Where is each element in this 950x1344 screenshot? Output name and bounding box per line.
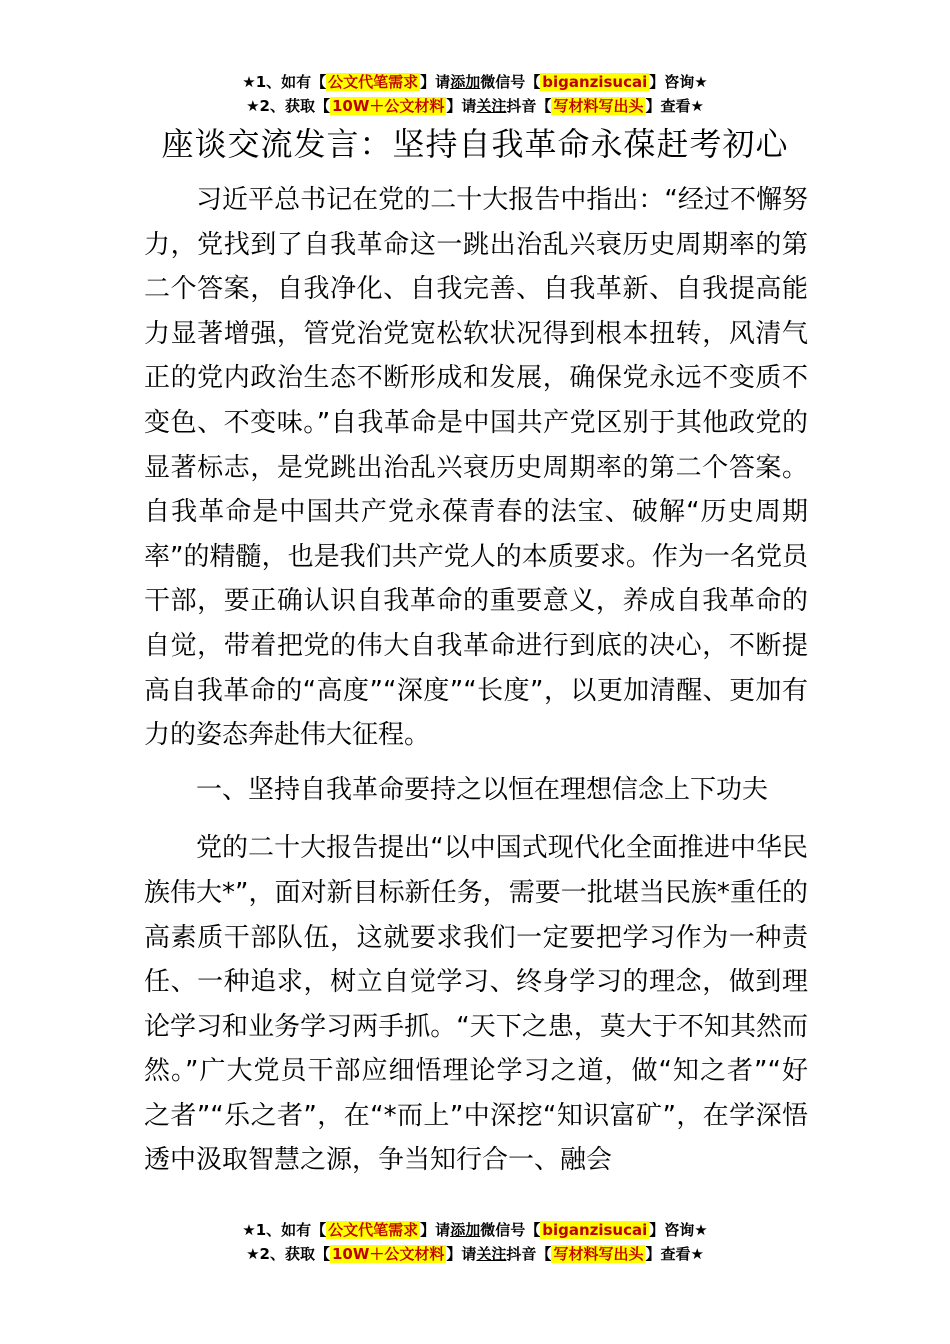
document-title: 座谈交流发言：坚持自我革命永葆赶考初心 xyxy=(161,125,789,163)
promo-banner-bottom xyxy=(0,1218,950,1266)
promo-highlight: biganzisucai xyxy=(542,73,648,91)
promo-banner-top xyxy=(0,70,950,118)
promo-highlight: 10W＋公文材料 xyxy=(331,97,445,115)
section-heading: 一、坚持自我革命要持之以恒在理想信念上下功夫 xyxy=(196,774,769,805)
promo-line-2: ★2、获取【 10W＋公文材料 】请关注抖音【 写材料写出头 】查看★ xyxy=(246,1245,704,1263)
promo-highlight: 写材料写出头 xyxy=(553,1245,644,1263)
promo-highlight: 10W＋公文材料 xyxy=(331,1245,445,1263)
promo-line-1: ★1、如有【 公文代笔需求 】请添加微信号【 biganzisucai 】咨询★ xyxy=(242,73,708,91)
promo-line-1: ★1、如有【 公文代笔需求 】请添加微信号【 biganzisucai 】咨询★ xyxy=(242,1221,708,1239)
promo-line-2: ★2、获取【 10W＋公文材料 】请关注抖音【 写材料写出头 】查看★ xyxy=(246,97,704,115)
promo-highlight: 写材料写出头 xyxy=(553,97,644,115)
promo-highlight: biganzisucai xyxy=(542,1221,648,1239)
document-body xyxy=(144,178,808,1193)
paragraph: 习近平总书记在党的二十大报告中指出：“经过不懈努力，党找到了自我革命这一跳出治乱兴衰历史周期率的第二个答案，自我净化、自我完善、自我革新、自我提高能力显著增强，管党治党宽松软状况得到根本扭转，风清气正的党内政治生态不断形成和发展，确保党永远不变质不变色、不变味。”自我革命是中国共产党区别于其他政党的显著标志，是党跳出治乱兴衰历史周期率的第二个答案。自我革命是中国共产党永葆青春的法宝、破解“历史周期率”的精髓，也是我们共产党人的本质要求。作为一名党员干部，要正确认识自我革命的重要意义，养成自我革命的自觉，带着把党的伟大自我革命进行到底的决心，不断提高自我革命的“高度”“深度”“长度”，以更加清醒、更加有力的姿态奔赴伟大征程。 xyxy=(144,185,808,751)
paragraph: 党的二十大报告提出“以中国式现代化全面推进中华民族伟大*”，面对新目标新任务，需要一批堪当民族*重任的高素质干部队伍，这就要求我们一定要把学习作为一种责任、一种追求，树立自觉学习、终身学习的理念，做到理论学习和业务学习两手抓。“天下之患，莫大于不知其然而然。”广大党员干部应细悟理论学习之道，做“知之者”“好之者”“乐之者”，在“*而上”中深挖“知识富矿”，在学深悟透中汲取智慧之源，争当知行合一、融会 xyxy=(144,833,808,1176)
promo-highlight: 公文代笔需求 xyxy=(328,73,419,91)
promo-highlight: 公文代笔需求 xyxy=(328,1221,419,1239)
